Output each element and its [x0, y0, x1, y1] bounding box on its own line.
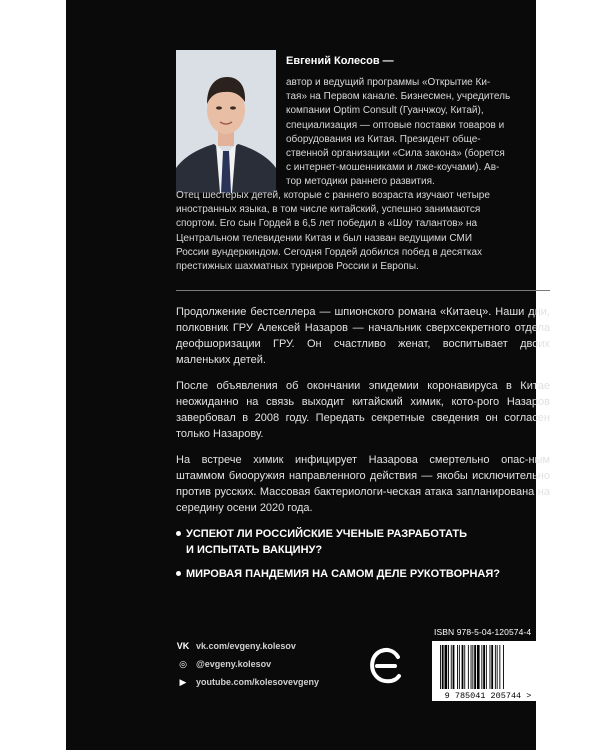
- bio-line: с интернет-мошенниками и лже-коучами). Ав-: [286, 162, 500, 174]
- author-bio-short: [286, 76, 536, 190]
- bio-line: специализация — оптовые поставки товаров и: [286, 119, 505, 131]
- social-instagram[interactable]: [176, 657, 396, 671]
- social-link-text[interactable]: @evgeny.kolesov: [196, 659, 272, 669]
- bullet-line: УСПЕЮТ ЛИ РОССИЙСКИЕ УЧЕНЫЕ РАЗРАБОТАТЬ: [186, 528, 468, 540]
- bio-line: автор и ведущий программы «Открытие Ки-: [286, 77, 491, 88]
- bio-line: спортом. Его сын Гордей в 6,5 лет победил в «Шоу талантов» на: [176, 218, 478, 230]
- barcode-bar: [499, 645, 500, 689]
- barcode-bar: [459, 645, 460, 689]
- barcode-bar: [486, 645, 487, 689]
- bio-line: престижных шахматных турниров России и Европы.: [176, 261, 419, 273]
- barcode-bar: [453, 645, 455, 689]
- bio-line: компании Optim Consult (Гуанчжоу, Китай),: [286, 105, 484, 117]
- bio-line: тор методики раннего развития.: [286, 176, 435, 188]
- bio-line: оборудования из Китая. Президент обще-: [286, 133, 481, 145]
- barcode-bar: [471, 645, 472, 689]
- barcode-bar: [462, 645, 464, 689]
- vk-icon: VK: [176, 641, 190, 651]
- social-link-text[interactable]: youtube.com/kolesovevgeny: [196, 677, 320, 687]
- bio-line: Отец шестерых детей, которые с раннего возраста изучают четыре: [176, 190, 490, 201]
- barcode-bar: [490, 645, 491, 689]
- barcode-bar: [445, 645, 448, 689]
- barcode-bar: [495, 645, 496, 689]
- barcode-bar: [451, 645, 452, 689]
- author-name: Евгений Колесов —: [286, 55, 394, 67]
- bio-line: тая» на Первом канале. Бизнесмен, учредитель: [286, 91, 511, 103]
- social-vk[interactable]: [176, 639, 396, 653]
- barcode-bar: [503, 645, 504, 689]
- barcode-bar: [457, 645, 458, 689]
- bio-line: ственной организации «Сила закона» (борется: [286, 148, 505, 160]
- barcode-bar: [448, 645, 449, 689]
- barcode-bar: [442, 645, 444, 689]
- barcode-bar: [474, 645, 476, 689]
- barcode-bar: [472, 645, 473, 689]
- bullet-dot-icon: [176, 571, 181, 576]
- barcode-bar: [440, 645, 441, 689]
- youtube-icon: ▶: [179, 677, 187, 687]
- bio-line: России вундеркиндом. Сегодня Гордей добился побед в десятках: [176, 246, 483, 258]
- barcode-graphic: [432, 641, 544, 701]
- annotation-paragraph-1: Продолжение бестселлера — шпионского романа «Китаец». Наши дни, полковник ГРУ Алексей Назаров — начальник сверхсекретного отдела деофшоризации ГРУ. Он счастливо женат, воспитывает двоих маленьких детей.: [176, 306, 550, 366]
- social-link-text[interactable]: vk.com/evgeny.kolesov: [196, 641, 296, 651]
- social-youtube[interactable]: [176, 675, 396, 689]
- barcode-bar: [477, 645, 480, 689]
- bullet-dot-icon: [176, 531, 181, 536]
- bullet-question-1: [176, 526, 566, 558]
- back-cover: [66, 0, 550, 750]
- bullet-question-2: [176, 566, 566, 582]
- bio-line: иностранных языка, в том числе китайский, успешно занимаются: [176, 204, 481, 216]
- author-photo: [176, 50, 276, 193]
- bullet-line: И ИСПЫТАТЬ ВАКЦИНУ?: [186, 544, 323, 556]
- bullet-line: МИРОВАЯ ПАНДЕМИЯ НА САМОМ ДЕЛЕ РУКОТВОРНАЯ?: [186, 568, 500, 580]
- barcode-bar: [468, 645, 469, 689]
- publisher-logo-icon: [364, 643, 408, 687]
- section-divider: [176, 290, 550, 291]
- annotation-paragraph-2: После объявления об окончании эпидемии коронавируса в Китае неожиданно на связь выходит китайский химик, кото-рого Назаров завербовал в 2008 году. Передать секретные сведения он согласен только Назарову.: [176, 380, 550, 440]
- barcode-bar: [497, 645, 498, 689]
- annotation-paragraph-3: На встрече химик инфицирует Назарова смертельно опас-ным штаммом биооружия направленного действия — якобы исключительно против русских. Массовая бактериологи-ческая атака запланирована на середину осени 2020 года.: [176, 454, 550, 514]
- barcode-bar: [483, 645, 485, 689]
- barcode: [432, 641, 544, 701]
- barcode-bar: [491, 645, 493, 689]
- instagram-icon: ◎: [179, 659, 187, 669]
- isbn-number: ISBN 978-5-04-120574-4: [434, 627, 532, 637]
- author-bio-full: [176, 189, 542, 274]
- barcode-bar: [464, 645, 465, 689]
- author-portrait: [176, 50, 276, 193]
- barcode-digits: 9 785041 205744 >: [444, 691, 532, 701]
- bio-line: Центральном телевидении Китая и был назван ведущими СМИ: [176, 232, 473, 244]
- barcode-bar: [481, 645, 482, 689]
